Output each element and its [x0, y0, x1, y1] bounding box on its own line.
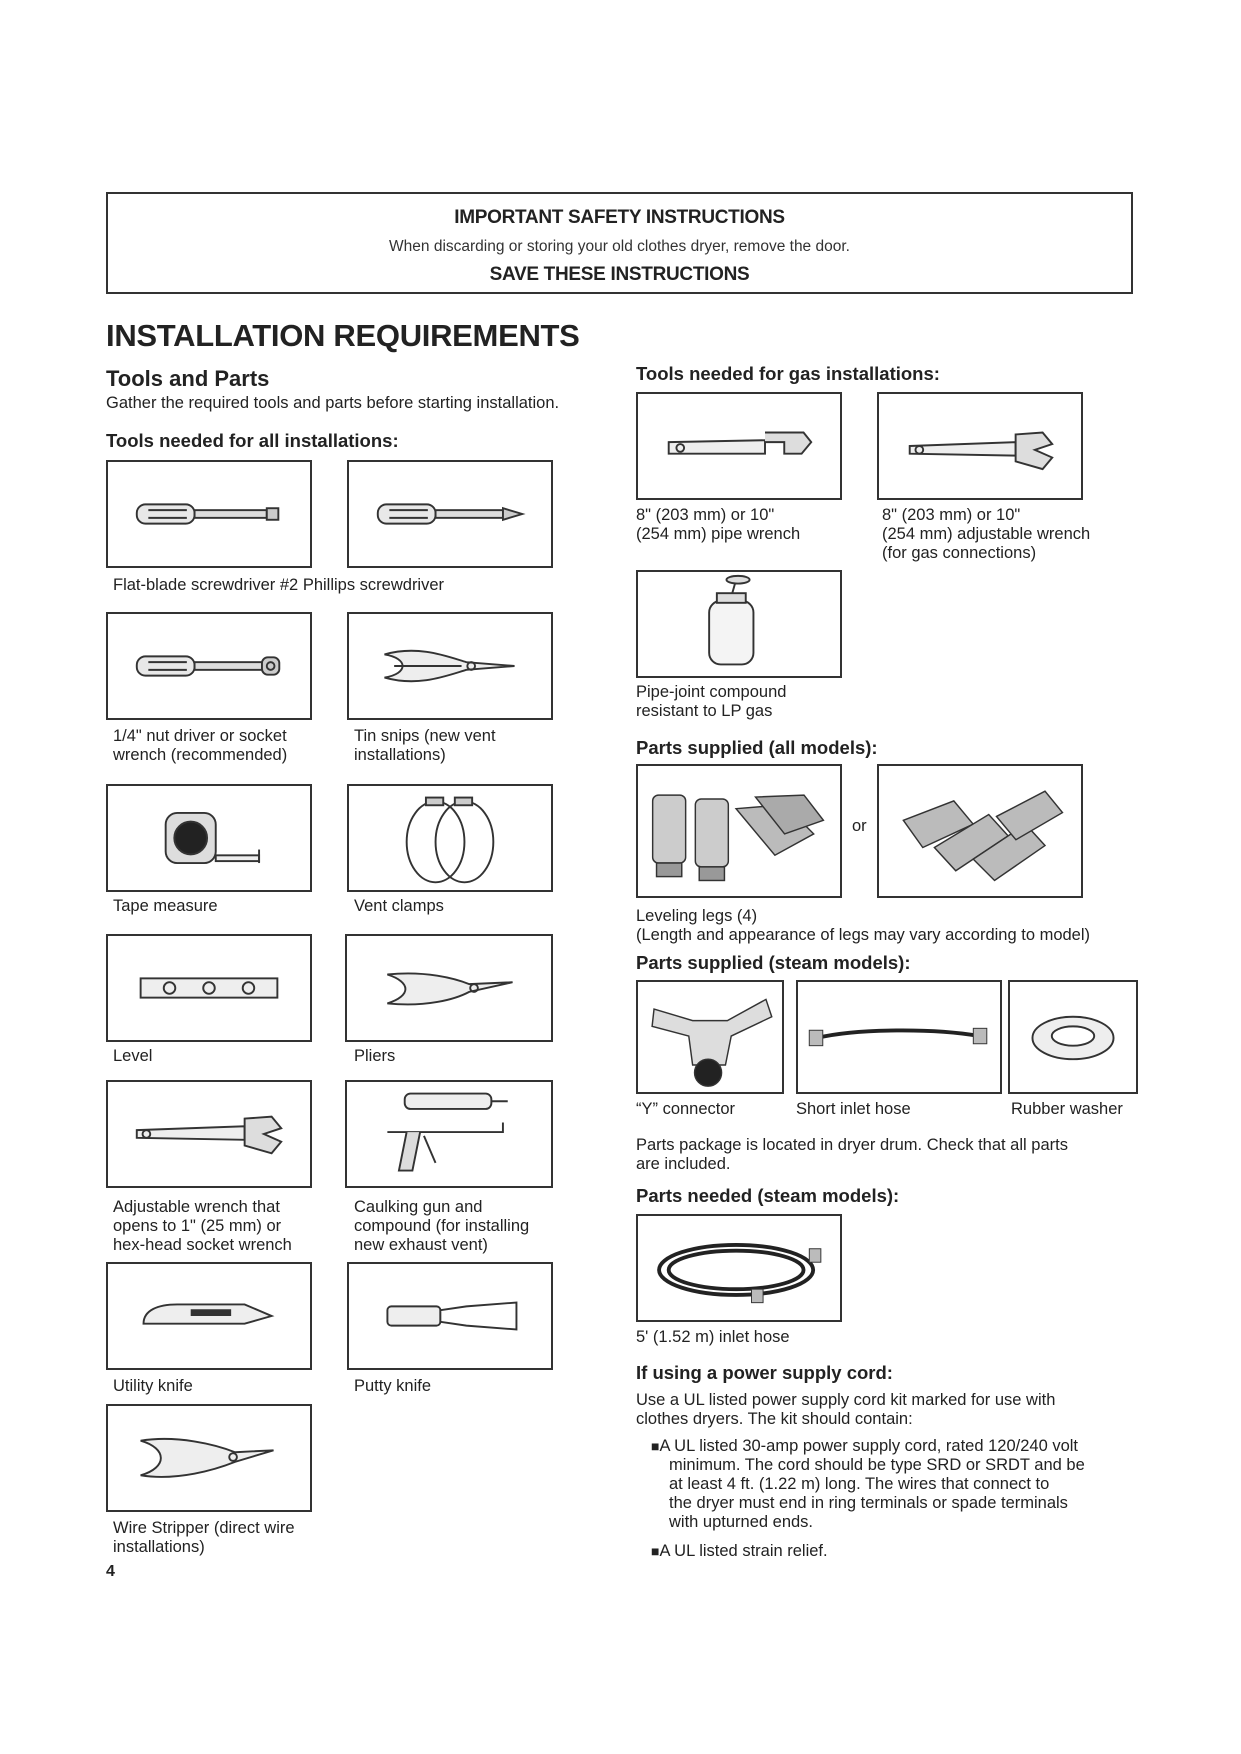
parts-all-heading: Parts supplied (all models): — [636, 737, 878, 758]
bullet-square-icon: ■ — [651, 1543, 660, 1559]
vent-clamps-caption: Vent clamps — [354, 897, 444, 915]
tin-snips-caption-line2: installations) — [354, 746, 446, 764]
caulking-gun-image — [345, 1080, 553, 1188]
leveling-legs-caption-line1: Leveling legs (4) — [636, 907, 758, 925]
adjustable-wrench-caption-line3: hex-head socket wrench — [113, 1236, 292, 1254]
putty-knife-caption: Putty knife — [354, 1377, 432, 1395]
screwdriver-caption: Flat-blade screwdriver #2 Phillips screwdriver — [113, 576, 445, 594]
page-title: INSTALLATION REQUIREMENTS — [106, 318, 580, 353]
page-number: 4 — [106, 1563, 115, 1580]
short-inlet-hose-image — [796, 980, 1002, 1094]
leveling-legs-image-1 — [636, 764, 842, 898]
putty-knife-image — [347, 1262, 553, 1370]
gas-adjustable-wrench-caption-line1: 8" (203 mm) or 10" — [882, 506, 1021, 524]
caulking-gun-caption-line2: compound (for installing — [354, 1217, 530, 1235]
all-tools-heading: Tools needed for all installations: — [106, 430, 399, 451]
pipe-joint-compound-caption — [636, 683, 786, 721]
adjustable-wrench-caption-line1: Adjustable wrench that — [113, 1198, 280, 1216]
pliers-caption: Pliers — [354, 1047, 396, 1065]
bullet1-line1: A UL listed 30-amp power supply cord, rated 120/240 volt — [659, 1437, 1079, 1455]
leveling-legs-caption-line2: (Length and appearance of legs may vary according to model) — [636, 926, 1091, 944]
bullet-power-cord — [651, 1437, 1085, 1532]
safety-save: SAVE THESE INSTRUCTIONS — [489, 264, 750, 285]
adjustable-wrench-caption-line2: opens to 1" (25 mm) or — [113, 1217, 282, 1235]
caulking-gun-caption — [354, 1198, 529, 1255]
y-connector-image — [636, 980, 784, 1094]
bullet1-line5: with upturned ends. — [669, 1513, 814, 1531]
gas-adjustable-wrench-caption-line2: (254 mm) adjustable wrench — [882, 525, 1091, 543]
inlet-hose-image — [636, 1214, 842, 1322]
tin-snips-caption — [354, 727, 496, 765]
safety-note: When discarding or storing your old clothes dryer, remove the door. — [389, 238, 850, 255]
flat-blade-screwdriver-image — [106, 460, 312, 568]
vent-clamps-image — [347, 784, 553, 892]
utility-knife-caption: Utility knife — [113, 1377, 193, 1395]
gas-adjustable-wrench-caption-line3: (for gas connections) — [882, 544, 1037, 562]
pipe-joint-compound-image — [636, 570, 842, 678]
tin-snips-caption-line1: Tin snips (new vent — [354, 727, 496, 745]
tape-measure-image — [106, 784, 312, 892]
pipe-wrench-caption-line2: (254 mm) pipe wrench — [636, 525, 801, 543]
parts-package-note-line2: are included. — [636, 1155, 731, 1173]
level-image — [106, 934, 312, 1042]
short-inlet-hose-caption: Short inlet hose — [796, 1100, 911, 1118]
power-cord-heading: If using a power supply cord: — [636, 1362, 893, 1383]
caulking-gun-caption-line1: Caulking gun and — [354, 1198, 483, 1216]
leveling-legs-caption — [636, 907, 1090, 945]
bullet1-line2: minimum. The cord should be type SRD or SRDT and be — [669, 1456, 1085, 1474]
bullet1-line4: the dryer must end in ring terminals or spade terminals — [669, 1494, 1068, 1512]
gas-adjustable-wrench-caption — [882, 506, 1090, 563]
pipe-wrench-caption — [636, 506, 800, 544]
parts-package-note-line1: Parts package is located in dryer drum. Check that all parts — [636, 1136, 1068, 1154]
rubber-washer-image — [1008, 980, 1138, 1094]
power-cord-intro-line1: Use a UL listed power supply cord kit marked for use with — [636, 1391, 1056, 1409]
tools-parts-intro: Gather the required tools and parts before starting installation. — [106, 394, 560, 412]
phillips-screwdriver-image — [347, 460, 553, 568]
inlet-hose-caption: 5' (1.52 m) inlet hose — [636, 1328, 790, 1346]
wire-stripper-caption — [113, 1519, 295, 1557]
power-cord-intro-line2: clothes dryers. The kit should contain: — [636, 1410, 913, 1428]
nut-driver-caption — [113, 727, 287, 765]
gas-tools-heading: Tools needed for gas installations: — [636, 363, 940, 384]
safety-title: IMPORTANT SAFETY INSTRUCTIONS — [454, 207, 785, 228]
parts-needed-heading: Parts needed (steam models): — [636, 1185, 900, 1206]
pliers-image — [345, 934, 553, 1042]
bullet-strain-relief — [651, 1542, 828, 1561]
pipe-joint-compound-caption-line1: Pipe-joint compound — [636, 683, 787, 701]
safety-notice-box — [106, 192, 1133, 294]
pipe-wrench-image — [636, 392, 842, 500]
pipe-joint-compound-caption-line2: resistant to LP gas — [636, 702, 773, 720]
leveling-legs-image-2 — [877, 764, 1083, 898]
parts-steam-heading: Parts supplied (steam models): — [636, 952, 911, 973]
power-cord-intro — [636, 1391, 1055, 1429]
adjustable-wrench-image — [106, 1080, 312, 1188]
adjustable-wrench-caption — [113, 1198, 292, 1255]
gas-adjustable-wrench-image — [877, 392, 1083, 500]
bullet1-line3: at least 4 ft. (1.22 m) long. The wires that connect to — [669, 1475, 1050, 1493]
nut-driver-caption-line2: wrench (recommended) — [113, 746, 288, 764]
tools-parts-heading: Tools and Parts — [106, 366, 270, 391]
tape-measure-caption: Tape measure — [113, 897, 218, 915]
utility-knife-image — [106, 1262, 312, 1370]
nut-driver-image — [106, 612, 312, 720]
pipe-wrench-caption-line1: 8" (203 mm) or 10" — [636, 506, 775, 524]
wire-stripper-caption-line2: installations) — [113, 1538, 205, 1556]
tin-snips-image — [347, 612, 553, 720]
level-caption: Level — [113, 1047, 153, 1065]
bullet-square-icon: ■ — [651, 1438, 660, 1454]
parts-package-note — [636, 1136, 1068, 1174]
y-connector-caption: “Y” connector — [636, 1100, 736, 1118]
nut-driver-caption-line1: 1/4" nut driver or socket — [113, 727, 287, 745]
or-label: or — [852, 817, 867, 835]
bullet2-text: A UL listed strain relief. — [659, 1542, 828, 1560]
rubber-washer-caption: Rubber washer — [1011, 1100, 1123, 1118]
wire-stripper-image — [106, 1404, 312, 1512]
wire-stripper-caption-line1: Wire Stripper (direct wire — [113, 1519, 295, 1537]
caulking-gun-caption-line3: new exhaust vent) — [354, 1236, 488, 1254]
